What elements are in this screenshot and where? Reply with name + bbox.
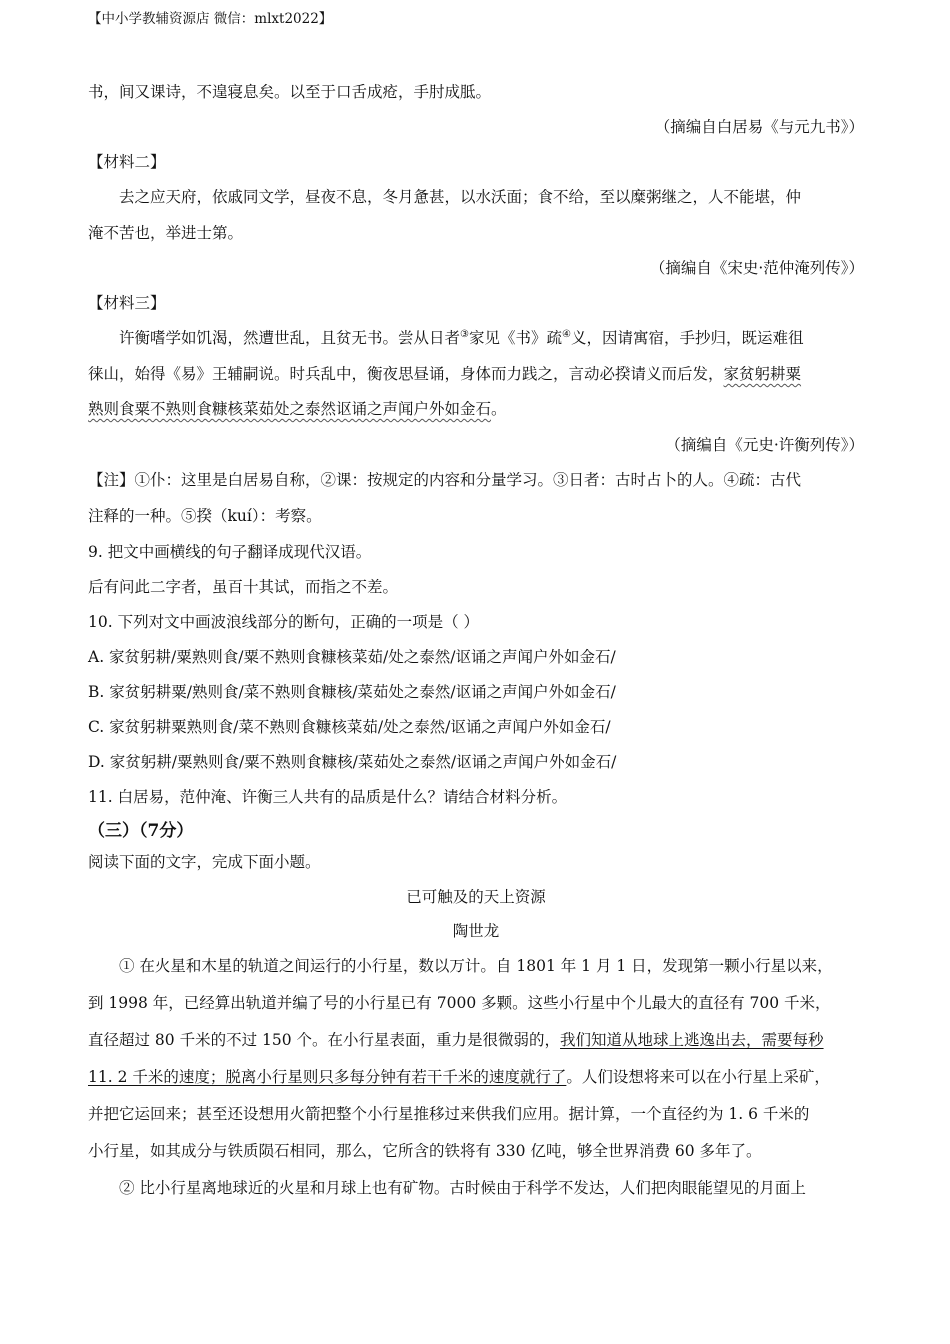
page-header: 【中小学教辅资源店 微信：mlxt2022】 (88, 11, 333, 27)
notes-line2: 注释的一种。⑤揆（kuí）：考察。 (88, 507, 322, 525)
p1-line6: 小行星，如其成分与铁质陨石相同，那么，它所含的铁将有 330 亿吨，够全世界消费 60 多年了。 (88, 1142, 762, 1160)
material3-line2: 徕山，始得《易》王辅嗣说。时兵乱中，衡夜思昼诵，身体而力践之，言动必揆请义而后发，家贫躬耕粟 (88, 365, 802, 383)
underlined-sentence: 我们知道从地球上逃逸出去，需要每秒 (560, 1031, 824, 1049)
article-title: 已可触及的天上资源 (406, 888, 546, 906)
section3-instruction: 阅读下面的文字，完成下面小题。 (88, 853, 321, 871)
p1-line4: 11. 2 千米的速度；脱离小行星则只多每分钟有若干千米的速度就行了。人们设想将来可以在小行星上采矿， (88, 1068, 830, 1086)
material3-line3: 熟则食粟不熟则食糠核菜茹处之泰然讴诵之声闻户外如金石。 (88, 400, 507, 418)
underlined-sentence: 11. 2 千米的速度；脱离小行星则只多每分钟有若干千米的速度就行了 (88, 1068, 567, 1086)
wavy-segment: 熟则食粟不熟则食糠核菜茹处之泰然讴诵之声闻户外如金石 (88, 400, 492, 418)
p1-line2: 到 1998 年，已经算出轨道并编了号的小行星已有 7000 多颗。这些小行星中个儿最大的直径有 700 千米， (88, 994, 831, 1012)
p1-line3: 直径超过 80 千米的不过 150 个。在小行星表面，重力是很微弱的，我们知道从地球上逃逸出去，需要每秒 (88, 1031, 824, 1049)
notes-line1: 【注】①仆：这里是白居易自称，②课：按规定的内容和分量学习。③日者：古时占卜的人。④疏：古代 (88, 471, 802, 489)
section3-heading: （三）（7分） (88, 821, 194, 841)
q10-option-d: D. 家贫躬耕/粟熟则食/粟不熟则食糠核/菜茹处之泰然/讴诵之声闻户外如金石/ (88, 753, 617, 771)
p2-line1: ② 比小行星离地球近的火星和月球上也有矿物。古时候由于科学不发达，人们把肉眼能望见的月面上 (119, 1179, 806, 1197)
material2-source: （摘编自《宋史·范仲淹列传》） (649, 259, 864, 277)
p1-line5: 并把它运回来；甚至还设想用火箭把整个小行星推移过来供我们应用。据计算，一个直径约为 1. 6 千米的 (88, 1105, 810, 1123)
material2-line2: 淹不苦也，举进士第。 (88, 224, 244, 242)
q9-prompt: 9. 把文中画横线的句子翻译成现代汉语。 (88, 543, 372, 561)
q11-prompt: 11. 白居易，范仲淹、许衡三人共有的品质是什么？请结合材料分析。 (88, 788, 568, 806)
q10-option-b: B. 家贫躬耕粟/熟则食/菜不熟则食糠核/菜茹处之泰然/讴诵之声闻户外如金石/ (88, 683, 616, 701)
material3-source: （摘编自《元史·许衡列传》） (665, 436, 864, 454)
material1-text: 书，间又课诗，不遑寝息矣。以至于口舌成疮，手肘成胝。 (88, 83, 492, 101)
material2-heading: 【材料二】 (88, 153, 166, 171)
q10-option-a: A. 家贫躬耕/粟熟则食/粟不熟则食糠核菜茹/处之泰然/讴诵之声闻户外如金石/ (88, 648, 616, 666)
material3-heading: 【材料三】 (88, 294, 166, 312)
wavy-segment: 家贫躬耕粟 (723, 365, 802, 383)
q9-sentence: 后有问此二字者，虽百十其试，而指之不差。 (88, 578, 399, 596)
q10-option-c: C. 家贫躬耕粟熟则食/菜不熟则食糠核菜茹/处之泰然/讴诵之声闻户外如金石/ (88, 718, 611, 736)
material2-line1: 去之应天府，依戚同文学，昼夜不息，冬月惫甚，以水沃面；食不给，至以糜粥继之，人不能堪，仲 (119, 188, 802, 206)
q10-prompt: 10. 下列对文中画波浪线部分的断句，正确的一项是（ ） (88, 613, 480, 631)
article-author: 陶世龙 (452, 922, 500, 940)
p1-line1: ① 在火星和木星的轨道之间运行的小行星，数以万计。自 1801 年 1 月 1 日，发现第一颗小行星以来， (119, 957, 833, 975)
material3-line1: 许衡嗜学如饥渴，然遭世乱，且贫无书。尝从日者③家见《书》疏④义，因请寓宿，手抄归，既运难徂 (119, 328, 804, 347)
material1-source: （摘编自白居易《与元九书》） (654, 118, 864, 136)
